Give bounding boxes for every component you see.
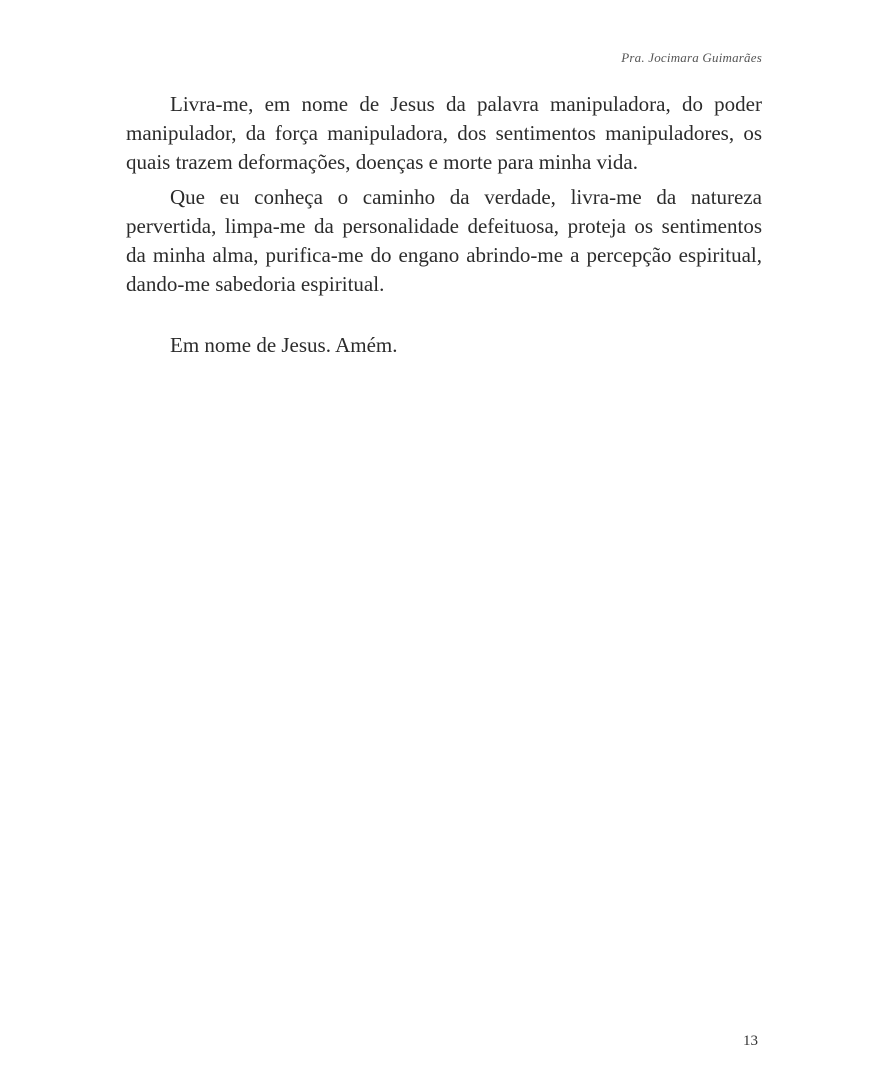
body-text [126, 90, 762, 299]
running-header-author: Pra. Jocimara Guimarães [621, 50, 762, 65]
paragraph-1: Livra-me, em nome de Jesus da palavra manipuladora, do poder manipulador, da força manipuladora, dos sentimentos manipuladores, os quais trazem deformações, doenças e morte para minha vida. [126, 92, 762, 174]
closing-line: Em nome de Jesus. Amém. [170, 333, 398, 357]
page-number: 13 [743, 1033, 758, 1049]
paragraph-2: Que eu conheça o caminho da verdade, livra-me da natureza pervertida, limpa-me da personalidade defeituosa, proteja os sentimentos da minha alma, purifica-me do engano abrindo-me a percepção espiritual, dando-me sabedoria espiritual. [126, 185, 762, 296]
